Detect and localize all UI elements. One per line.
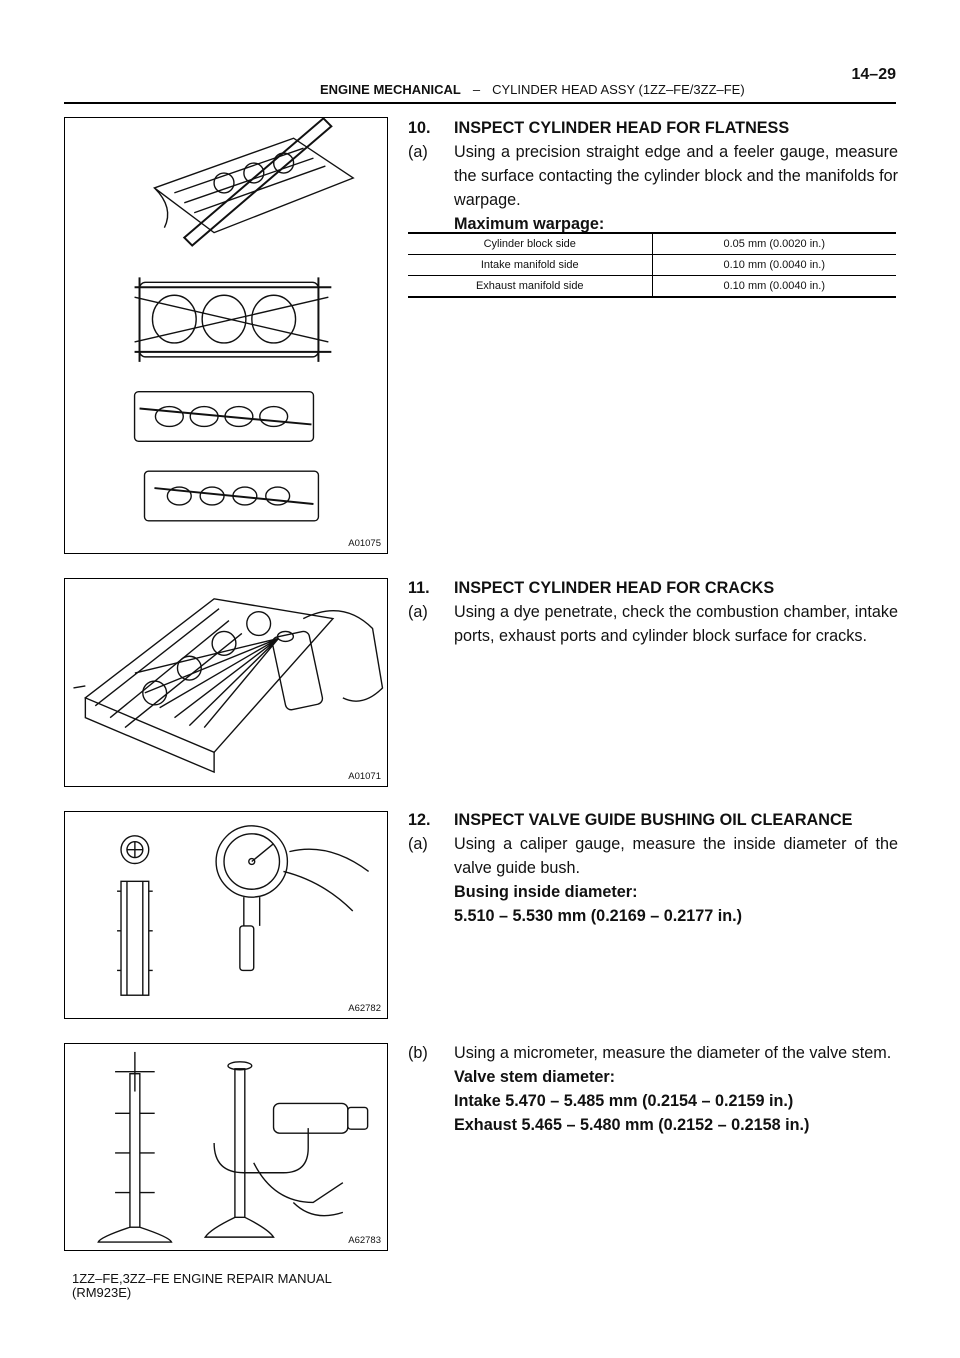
- figure-crack-check-illustration: [64, 578, 388, 787]
- step-11-item-a: [408, 600, 898, 648]
- step-11-heading: [408, 576, 898, 600]
- item-label: (a): [408, 143, 428, 161]
- item-text: Using a caliper gauge, measure the inside diameter of the valve guide bush.: [454, 835, 898, 877]
- figure-micrometer-illustration: [64, 1043, 388, 1251]
- table-cell: 0.10 mm (0.0040 in.): [652, 255, 896, 276]
- spec-heading: Busing inside diameter:: [454, 883, 638, 901]
- step-number: 11.: [408, 579, 430, 597]
- section-title: [320, 82, 745, 97]
- step-title: INSPECT VALVE GUIDE BUSHING OIL CLEARANCE: [454, 811, 853, 829]
- table-cell: 0.05 mm (0.0020 in.): [652, 233, 896, 255]
- table-row: [408, 233, 896, 255]
- table-cell: 0.10 mm (0.0040 in.): [652, 276, 896, 298]
- step-10-heading: [408, 116, 898, 140]
- item-label: (a): [408, 603, 428, 621]
- manual-code: (RM923E): [72, 1285, 132, 1300]
- figure-code: A62782: [348, 1003, 381, 1014]
- spec-value: 5.510 – 5.530 mm (0.2169 – 0.2177 in.): [454, 907, 742, 925]
- step-12-item-b-block: [408, 1041, 898, 1137]
- item-label: (b): [408, 1044, 428, 1062]
- step-10-item-a: [408, 140, 898, 212]
- step-number: 12.: [408, 811, 431, 829]
- step-10-block: [408, 116, 898, 236]
- caliper-gauge-drawing: [65, 812, 387, 1018]
- item-text: Using a micrometer, measure the diameter of the valve stem.: [454, 1044, 892, 1062]
- crack-check-drawing: [65, 579, 387, 786]
- figure-caliper-gauge-illustration: [64, 811, 388, 1019]
- item-text: Using a dye penetrate, check the combustion chamber, intake ports, exhaust ports and cylinder block surface for cracks.: [454, 603, 898, 645]
- section-name: ENGINE MECHANICAL: [320, 82, 461, 97]
- step-11-block: [408, 576, 898, 648]
- figure-code: A01071: [348, 771, 381, 782]
- table-cell: Exhaust manifold side: [408, 276, 652, 298]
- table-row: [408, 255, 896, 276]
- step-title: INSPECT CYLINDER HEAD FOR CRACKS: [454, 579, 775, 597]
- header-separator: –: [472, 82, 481, 97]
- page-footer: [72, 1272, 332, 1300]
- figure-code: A62783: [348, 1235, 381, 1246]
- subsection-name: CYLINDER HEAD ASSY (1ZZ–FE/3ZZ–FE): [492, 82, 745, 97]
- table-cell: Intake manifold side: [408, 255, 652, 276]
- spec-value-intake: Intake 5.470 – 5.485 mm (0.2154 – 0.2159 in.): [454, 1092, 794, 1110]
- spec-heading: Valve stem diameter:: [454, 1068, 616, 1086]
- step-number: 10.: [408, 119, 431, 137]
- figure-code: A01075: [348, 538, 381, 549]
- flatness-drawing: [65, 118, 387, 553]
- figure-flatness-illustration: [64, 117, 388, 554]
- table-row: [408, 276, 896, 298]
- table-cell: Cylinder block side: [408, 233, 652, 255]
- spec-value-exhaust: Exhaust 5.465 – 5.480 mm (0.2152 – 0.2158 in.): [454, 1116, 810, 1134]
- manual-title: 1ZZ–FE,3ZZ–FE ENGINE REPAIR MANUAL: [72, 1271, 332, 1286]
- step-12-block: [408, 808, 898, 928]
- page-number: 14–29: [851, 66, 896, 83]
- step-12-item-b: [408, 1041, 898, 1065]
- micrometer-drawing: [65, 1044, 387, 1250]
- warpage-spec-table: [408, 232, 896, 298]
- step-12-item-a: [408, 832, 898, 880]
- item-label: (a): [408, 835, 428, 853]
- item-text: Using a precision straight edge and a feeler gauge, measure the surface contacting the cylinder block and the manifolds for warpage.: [454, 143, 898, 209]
- step-12-heading: [408, 808, 898, 832]
- page-header: [64, 62, 896, 104]
- step-title: INSPECT CYLINDER HEAD FOR FLATNESS: [454, 119, 790, 137]
- spec-heading: Maximum warpage:: [454, 215, 605, 233]
